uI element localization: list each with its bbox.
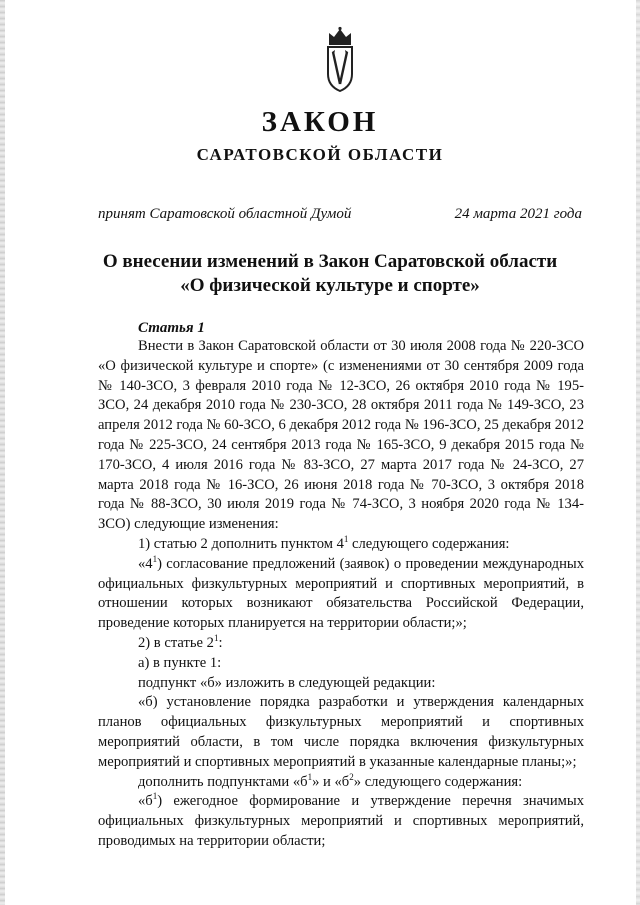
- item-1: [98, 535, 584, 555]
- item-1-content-open: «4: [138, 555, 153, 572]
- item-1-sup: 1: [343, 533, 349, 544]
- article-heading: Статья 1: [138, 320, 205, 336]
- adoption-date: 24 марта 2021 года: [454, 206, 582, 222]
- document-title-line-2: «О физической культуре и спорте»: [180, 275, 480, 296]
- item-1-text: 1) статью 2 дополнить пунктом 4: [138, 535, 344, 552]
- item-2-tail: :: [218, 634, 223, 651]
- item-1-tail: следующего содержания:: [348, 535, 510, 552]
- sub-item-b-text: «б) установление порядка разработки и утверждения календарных планов официальных физкультурных мероприятий и спортивных мероприятий области, в том числе порядка включения физкультурных мероприятий и спортивных мероприятий в указанные календарные планы;»;: [98, 694, 584, 770]
- add-subitems-sup-2: 2: [349, 771, 354, 782]
- coat-of-arms-icon: [325, 26, 355, 92]
- region-title: САРАТОВСКОЙ ОБЛАСТИ: [196, 145, 444, 164]
- item-2-text: 2) в статье 2: [138, 634, 214, 651]
- add-subitems-sup-1: 1: [307, 771, 313, 782]
- article-intro: Внести в Закон Саратовской области от 30 июля 2008 года № 220-ЗСО «О физической культуре и спорте» (с изменениями от 30 сентября 2009 года № 140-ЗСО, 3 февраля 2010 года № 12-ЗСО, 26 октября 2010 года № 195-ЗСО, 24 декабря 2010 года № 230-ЗСО, 28 октября 2011 года № 149-ЗСО, 23 апреля 2012 года № 60-ЗСО, 6 декабря 2012 года № 196-ЗСО, 25 декабря 2012 года № 225-ЗСО, 24 сентября 2013 года № 165-ЗСО, 9 декабря 2015 года № 170-ЗСО, 4 июля 2016 года № 83-ЗСО, 27 марта 2017 года № 24-ЗСО, 27 марта 2018 года № 16-ЗСО, 26 июня 2018 года № 70-ЗСО, 3 октября 2018 года № 88-ЗСО, 30 июля 2019 года № 74-ЗСО, 3 ноября 2020 года № 134-ЗСО) следующие изменения:: [98, 338, 584, 533]
- sub-item-b1-open: «б: [138, 793, 153, 810]
- sub-item-b1-text: [98, 792, 584, 851]
- law-title: ЗАКОН: [261, 106, 379, 138]
- add-subitems-tail: » следующего содержания:: [353, 773, 523, 790]
- sub-item-b1-rest: ) ежегодное формирование и утверждение перечня значимых официальных физкультурных мероприятий и спортивных мероприятий, проводимых на территории области;: [98, 793, 584, 849]
- add-subitems-text: дополнить подпунктами «б: [138, 773, 308, 790]
- sub-item-b-intro: подпункт «б» изложить в следующей редакции:: [138, 674, 436, 691]
- add-subitems: [98, 773, 584, 793]
- article-body: [98, 337, 584, 852]
- document-title: [80, 250, 580, 298]
- item-2: [98, 634, 584, 654]
- sub-item-a: а) в пункте 1:: [138, 654, 222, 671]
- item-1-content: [98, 555, 584, 634]
- item-1-content-sup: 1: [152, 553, 158, 564]
- item-2-sup: 1: [213, 632, 219, 643]
- item-1-content-rest: ) согласование предложений (заявок) о проведении международных официальных физкультурных мероприятий и спортивных мероприятий, в отношении которых возникают обязательства Российской Федерации, проведение которых планируется на территории области;»;: [98, 555, 584, 632]
- adopted-by: принят Саратовской областной Думой: [98, 206, 352, 222]
- add-subitems-mid: » и «б: [312, 773, 350, 790]
- sub-item-b1-sup: 1: [152, 791, 158, 802]
- document-title-line-1: О внесении изменений в Закон Саратовской области: [102, 251, 558, 272]
